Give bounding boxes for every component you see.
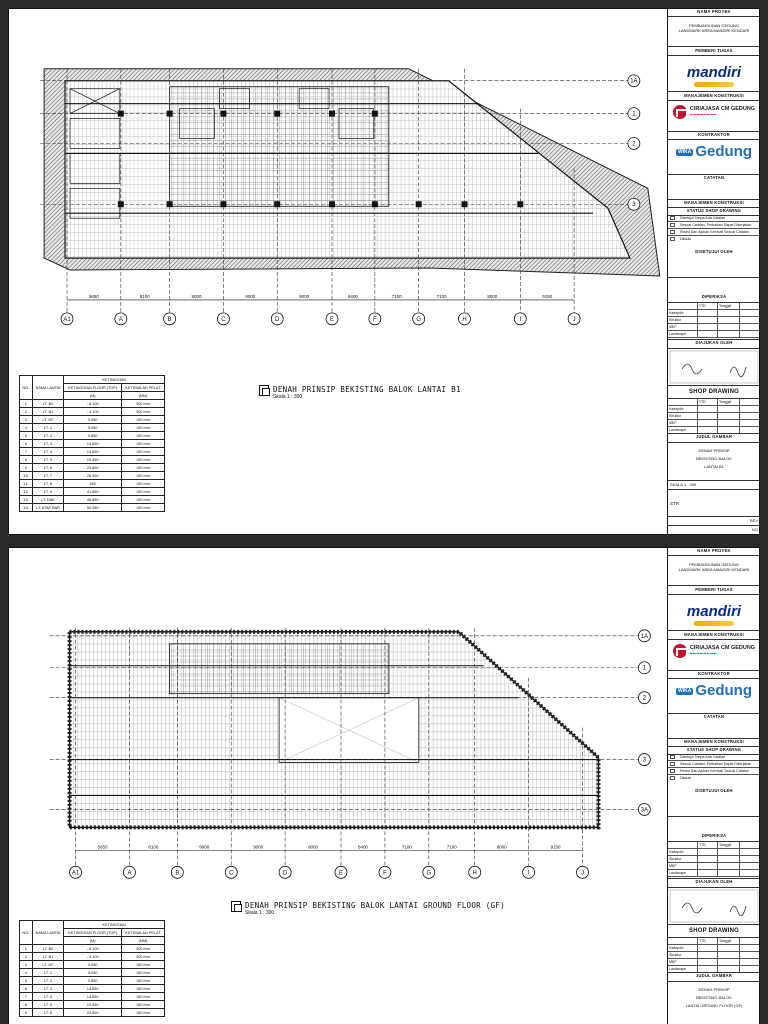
level-cell: - 4.100: [64, 408, 122, 416]
status-item[interactable]: Revisi Dan Ajukan Kembali Sesuai Catatan: [668, 229, 760, 236]
rev-row: REV: [668, 518, 760, 526]
svg-text:A1: A1: [63, 316, 71, 323]
status-item[interactable]: Disetujui Tanpa Ada Catatan: [668, 215, 760, 222]
contractor-logo: WIKA Gedung: [668, 140, 760, 175]
level-cell: 4: [20, 969, 33, 977]
level-cell: LT. 6: [32, 1009, 64, 1017]
level-cell: 23.800: [64, 464, 122, 472]
status-label: STATUS SHOP DRAWING: [668, 747, 760, 755]
shop-sig-grid: TTD Tanggal Kadepdiv Struktur MEP Landscape: [668, 938, 760, 973]
svg-text:7100: 7100: [391, 293, 402, 299]
status-item[interactable]: Revisi Dan Ajukan Kembali Sesuai Catatan: [668, 768, 760, 775]
svg-text:B: B: [167, 316, 172, 323]
level-cell: 14.650: [64, 440, 122, 448]
level-row: [20, 1009, 165, 1017]
level-cell: 300 mm: [122, 400, 165, 408]
level-row: [20, 480, 165, 488]
project-name: PEMBANGUNAN GEDUNG LANDMARK AREA MANDIRI KENDARI: [668, 556, 760, 586]
svg-text:G: G: [416, 316, 422, 323]
level-cell: 3: [20, 416, 33, 424]
code-row: STR: [668, 491, 760, 517]
svg-text:G: G: [426, 870, 432, 877]
level-row: [20, 961, 165, 969]
svg-text:C: C: [229, 870, 234, 877]
level-row: [20, 400, 165, 408]
mk-label: MANAJEMEN KONSTRUKSI: [668, 632, 760, 640]
status-item[interactable]: Disetujui Tanpa Ada Catatan: [668, 754, 760, 761]
level-cell: 1: [20, 400, 33, 408]
drawing-title: DENAH PRINSIP BEKISTING BALOK LANTAI B1: [273, 385, 461, 394]
svg-text:1A: 1A: [630, 78, 638, 85]
drawing-sheet-b1: [8, 8, 760, 535]
svg-text:7100: 7100: [436, 293, 447, 299]
mandiri-wave-icon: [694, 82, 734, 87]
level-cell: 150 mm: [122, 1009, 165, 1017]
shop-drawing-label: SHOP DRAWING: [668, 925, 760, 938]
level-cell: 150 mm: [122, 504, 165, 512]
mk2-label: MANAJEMEN KONSTRUKSI: [668, 739, 760, 747]
checked-label: DIPERIKSA: [668, 833, 760, 842]
svg-text:3: 3: [632, 202, 636, 209]
level-cell: 50.250: [64, 504, 122, 512]
level-cell: 10: [20, 472, 33, 480]
level-row: [20, 977, 165, 985]
notes-label: CATATAN: [668, 175, 760, 200]
level-row: [20, 969, 165, 977]
level-cell: LT. 3: [32, 985, 64, 993]
level-cell: 0.050: [64, 961, 122, 969]
level-cell: LT. B1: [32, 953, 64, 961]
title-block: [667, 9, 760, 534]
notes-label: CATATAN: [668, 714, 760, 739]
svg-text:D: D: [282, 870, 288, 877]
level-cell: LT. 5: [32, 1001, 64, 1009]
svg-text:8100: 8100: [148, 844, 159, 850]
signature-area: [668, 349, 760, 386]
level-cell: 9: [20, 464, 33, 472]
level-row: [20, 1001, 165, 1009]
level-cell: 150 mm: [122, 977, 165, 985]
level-cell: LT. 1: [32, 969, 64, 977]
level-cell: 150 mm: [122, 969, 165, 977]
level-row: [20, 448, 165, 456]
checked-label: DIPERIKSA: [668, 294, 760, 303]
level-cell: 2: [20, 408, 33, 416]
level-row: [20, 504, 165, 512]
owner-logo: mandiri: [668, 595, 760, 631]
level-cell: 7: [20, 448, 33, 456]
level-cell: 6: [20, 985, 33, 993]
level-cell: 7: [20, 993, 33, 1001]
level-cell: LT. 1: [32, 424, 64, 432]
svg-text:2: 2: [642, 695, 647, 702]
mk-logo: CIRIAJASA CM GEDUNG ━━━━━━━━: [668, 640, 760, 671]
level-cell: LT. 4: [32, 993, 64, 1001]
level-row: [20, 456, 165, 464]
level-cell: LT. 6: [32, 464, 64, 472]
svg-text:9150: 9150: [542, 293, 553, 299]
owner-logo: [668, 56, 760, 92]
drawing-title-block-gf: [231, 901, 505, 916]
level-cell: LT. 7: [32, 472, 64, 480]
sheet-no-row: NO: [752, 527, 758, 532]
svg-text:B: B: [175, 870, 180, 877]
level-cell: 150 mm: [122, 416, 165, 424]
status-item[interactable]: Ditolak: [668, 775, 760, 780]
svg-text:3A: 3A: [640, 807, 649, 814]
level-cell: 14.650: [64, 448, 122, 456]
svg-text:3: 3: [642, 757, 647, 764]
level-cell: 150 mm: [122, 440, 165, 448]
level-cell: LT. B2: [32, 945, 64, 953]
level-cell: LT. 2: [32, 432, 64, 440]
level-cell: 5.050: [64, 969, 122, 977]
mandiri-wave-icon: [694, 621, 734, 626]
status-list: [668, 754, 760, 780]
level-row: [20, 945, 165, 953]
level-cell: 5: [20, 432, 33, 440]
level-cell: LT. 8: [32, 480, 64, 488]
level-cell: 9.850: [64, 977, 122, 985]
prepared-label: DIAJUKAN OLEH: [668, 340, 760, 349]
ciriajasa-icon: [673, 644, 687, 658]
level-row: [20, 488, 165, 496]
level-cell: LT. GF: [32, 416, 64, 424]
level-cell: 19.450: [64, 456, 122, 464]
level-cell: 3: [20, 961, 33, 969]
level-cell: 300 mm: [122, 408, 165, 416]
svg-text:H: H: [472, 870, 477, 877]
svg-text:H: H: [462, 316, 467, 323]
level-cell: LT. ATAP BAR: [32, 504, 64, 512]
level-cell: 14.650: [64, 993, 122, 1001]
status-item[interactable]: Sesuai Catatan, Perbaikan Dapat Dikerjakan: [668, 761, 760, 768]
level-cell: 2: [20, 953, 33, 961]
checked-sig-grid: TTD Tanggal Kadepdiv Struktur MEP Landscape: [668, 842, 760, 879]
level-cell: 14: [20, 504, 33, 512]
level-cell: 5: [20, 977, 33, 985]
level-cell: 4: [20, 424, 33, 432]
level-cell: 300 mm: [122, 945, 165, 953]
level-cell: 150 mm: [122, 985, 165, 993]
svg-text:9000: 9000: [253, 844, 264, 850]
svg-text:7100: 7100: [401, 844, 412, 850]
level-cell: 11: [20, 480, 33, 488]
level-cell: 28.900: [64, 472, 122, 480]
level-row: [20, 464, 165, 472]
drawing-title: DENAH PRINSIP BEKISTING BALOK LANTAI GROUND FLOOR (GF): [245, 901, 506, 910]
level-cell: 150 mm: [122, 1001, 165, 1009]
owner-label: PEMBERI TUGAS: [668, 587, 760, 595]
level-cell: - 8.100: [64, 400, 122, 408]
svg-text:9000: 9000: [191, 293, 202, 299]
contractor-label: KONTRAKTOR: [668, 671, 760, 679]
level-row: [20, 408, 165, 416]
level-row: [20, 993, 165, 1001]
level-cell: 8: [20, 456, 33, 464]
status-list: [668, 215, 760, 241]
checked-sig-grid: TTD Tanggal Kadepdiv Struktur MEP Landscape: [668, 303, 760, 340]
level-cell: LT. GF: [32, 961, 64, 969]
level-cell: 150 mm: [122, 424, 165, 432]
level-cell: 5.050: [64, 424, 122, 432]
svg-text:A: A: [127, 870, 132, 877]
wika-badge-icon: WIKA: [677, 148, 692, 155]
svg-text:C: C: [221, 316, 226, 323]
svg-text:I: I: [527, 870, 530, 877]
level-cell: 8: [20, 1001, 33, 1009]
level-row: [20, 953, 165, 961]
drawing-title-text: DENAH PRINSIP BEKISTING BALOK LANTAI GROUND FLOOR (GF): [685, 987, 743, 1008]
level-cell: 150 mm: [122, 961, 165, 969]
prepared-label: DIAJUKAN OLEH: [668, 879, 760, 888]
level-row: [20, 440, 165, 448]
svg-text:9000: 9000: [299, 293, 310, 299]
level-cell: 150 mm: [122, 496, 165, 504]
level-row: [20, 416, 165, 424]
signature-icon: [668, 349, 760, 385]
level-cell: 9.850: [64, 432, 122, 440]
project-label: NAMA PROYEK: [668, 9, 760, 17]
scale-row: SKALA 1 : 300: [668, 482, 760, 490]
title-block-gf: [667, 548, 760, 1024]
ciriajasa-icon: [673, 105, 687, 119]
drawing-title-label: JUDUL GAMBAR: [668, 973, 760, 982]
level-cell: LT. 3: [32, 440, 64, 448]
drawing-title-block: [259, 385, 461, 400]
level-cell: LT. 9: [32, 488, 64, 496]
level-cell: 450: [64, 480, 122, 488]
svg-text:1: 1: [632, 111, 636, 118]
svg-text:5650: 5650: [88, 293, 99, 299]
svg-text:J: J: [580, 870, 584, 877]
level-cell: 13: [20, 496, 33, 504]
level-cell: 150 mm: [122, 488, 165, 496]
contractor-label: KONTRAKTOR: [668, 132, 760, 140]
level-cell: 150 mm: [122, 456, 165, 464]
mandiri-logo: mandiri: [686, 64, 742, 81]
svg-text:9150: 9150: [550, 844, 561, 850]
level-row: [20, 985, 165, 993]
level-cell: 0.050: [64, 416, 122, 424]
level-row: [20, 432, 165, 440]
level-row: [20, 496, 165, 504]
level-table-gf: NO. NAMA LANTAI KETINGGIAN KETINGGIAN FLOOR (TOP) KETEBALAN PELAT (M) (MM) 1 LT. B2 - 8.100 300 mm 2 LT. B1 - 4.100 300 mm 3 LT. GF 0.050 150 mm 4 LT. 1 5.050 150 mm 5 LT. 2 9.850 150 mm 6 LT. 3 14.650 150 mm 7 LT. 4 14.650 150 mm 8 LT. 5 19.450 150 mm 9 LT. 6 23.800 150 mm: [19, 920, 165, 1017]
level-cell: 150 mm: [122, 472, 165, 480]
svg-text:J: J: [572, 316, 576, 323]
svg-text:1A: 1A: [640, 633, 649, 640]
level-row: [20, 472, 165, 480]
level-cell: 23.800: [64, 1009, 122, 1017]
level-cell: 12: [20, 488, 33, 496]
level-cell: 41.850: [64, 488, 122, 496]
approved-label: DISETUJUI OLEH: [668, 249, 760, 278]
svg-text:F: F: [383, 870, 387, 877]
shop-drawing-label: SHOP DRAWING: [668, 386, 760, 399]
contractor-logo: WIKA Gedung: [668, 679, 760, 714]
project-label: NAMA PROYEK: [668, 548, 760, 556]
level-cell: 150 mm: [122, 448, 165, 456]
level-table: NO. NAMA LANTAI KETINGGIAN KETINGGIAN FLOOR (TOP) KETEBALAN PELAT (M) (MM) 1 LT. B2 - 8.100 300 mm 2 LT. B1 - 4.100 300 mm 3 LT. GF 0.050 150 mm 4 LT. 1 5.050 150 mm 5 LT. 2 9.850 150 mm 6 LT. 3 14.650 150 mm 7 LT. 4 14.650 150 mm 8 LT. 5 19.450 150 mm 9 LT. 6 23.800 150 mm 10 LT. 7 28.900 150 mm 11 LT. 8 450 150 mm 12 LT. 9 41.850 150 mm 13 LT. DAK 46.850 150 mm 14 LT. ATAP BAR 50.250 150 mm: [19, 375, 165, 512]
drawing-title-text: DENAH PRINSIP BEKISTING BALOK LANTAI B1: [668, 443, 760, 481]
level-cell: LT. DAK: [32, 496, 64, 504]
drawing-scale: Skala 1 : 300: [245, 910, 275, 916]
svg-text:9000: 9000: [245, 293, 256, 299]
drawing-scale: Skala 1 : 300: [273, 394, 303, 400]
level-cell: 150 mm: [122, 480, 165, 488]
svg-text:9000: 9000: [199, 844, 210, 850]
level-cell: LT. B1: [32, 408, 64, 416]
drawing-sheet-gf: [8, 547, 760, 1024]
level-cell: 150 mm: [122, 464, 165, 472]
svg-text:7100: 7100: [446, 844, 457, 850]
level-cell: - 8.100: [64, 945, 122, 953]
status-item[interactable]: Ditolak: [668, 236, 760, 241]
svg-text:E: E: [339, 870, 343, 877]
owner-label: PEMBERI TUGAS: [668, 48, 760, 56]
wika-badge-icon: WIKA: [677, 687, 692, 694]
svg-text:2: 2: [632, 141, 636, 148]
drawing-title-label: JUDUL GAMBAR: [668, 434, 760, 443]
level-cell: 1: [20, 945, 33, 953]
level-cell: - 4.100: [64, 953, 122, 961]
mk2-label: MANAJEMEN KONSTRUKSI: [668, 200, 760, 208]
svg-text:8000: 8000: [496, 844, 507, 850]
svg-text:A: A: [118, 316, 123, 323]
drawing-title-icon: [259, 385, 269, 396]
level-cell: LT. 4: [32, 448, 64, 456]
signature-icon: [668, 888, 760, 924]
svg-text:8400: 8400: [357, 844, 368, 850]
project-name: PEMBANGUNAN GEDUNG LANDMARK AREA MANDIRI KENDARI: [668, 17, 760, 47]
svg-text:8100: 8100: [139, 293, 150, 299]
svg-text:A1: A1: [71, 870, 80, 877]
level-cell: 6: [20, 440, 33, 448]
status-item[interactable]: Sesuai Catatan, Perbaikan Dapat Dikerjakan: [668, 222, 760, 229]
svg-text:I: I: [519, 316, 522, 323]
level-cell: LT. 2: [32, 977, 64, 985]
level-cell: 19.450: [64, 1001, 122, 1009]
dimension-labels: [89, 294, 553, 299]
level-cell: 14.650: [64, 985, 122, 993]
signature-area: [668, 888, 760, 925]
svg-text:F: F: [373, 316, 377, 323]
svg-text:5650: 5650: [97, 844, 108, 850]
approved-label: DISETUJUI OLEH: [668, 788, 760, 817]
shop-sig-grid: TTD Tanggal Kadepdiv Struktur MEP Landscape: [668, 399, 760, 434]
mk-label: MANAJEMEN KONSTRUKSI: [668, 93, 760, 101]
level-row: [20, 424, 165, 432]
grid-bubbles-letters: [61, 313, 580, 325]
level-cell: 300 mm: [122, 953, 165, 961]
level-cell: 150 mm: [122, 993, 165, 1001]
level-cell: 150 mm: [122, 432, 165, 440]
svg-text:D: D: [275, 316, 280, 323]
status-label: STATUS SHOP DRAWING: [668, 208, 760, 216]
level-cell: LT. 5: [32, 456, 64, 464]
mk-logo: CIRIAJASA CM GEDUNG ━━━━━━━━: [668, 101, 760, 132]
svg-text:8000: 8000: [487, 293, 498, 299]
drawing-title-icon: [231, 901, 241, 912]
svg-text:1: 1: [642, 665, 647, 672]
level-cell: 9: [20, 1009, 33, 1017]
svg-text:8400: 8400: [347, 293, 358, 299]
level-cell: 46.850: [64, 496, 122, 504]
level-cell: LT. B2: [32, 400, 64, 408]
svg-text:9000: 9000: [308, 844, 319, 850]
svg-text:E: E: [330, 316, 335, 323]
